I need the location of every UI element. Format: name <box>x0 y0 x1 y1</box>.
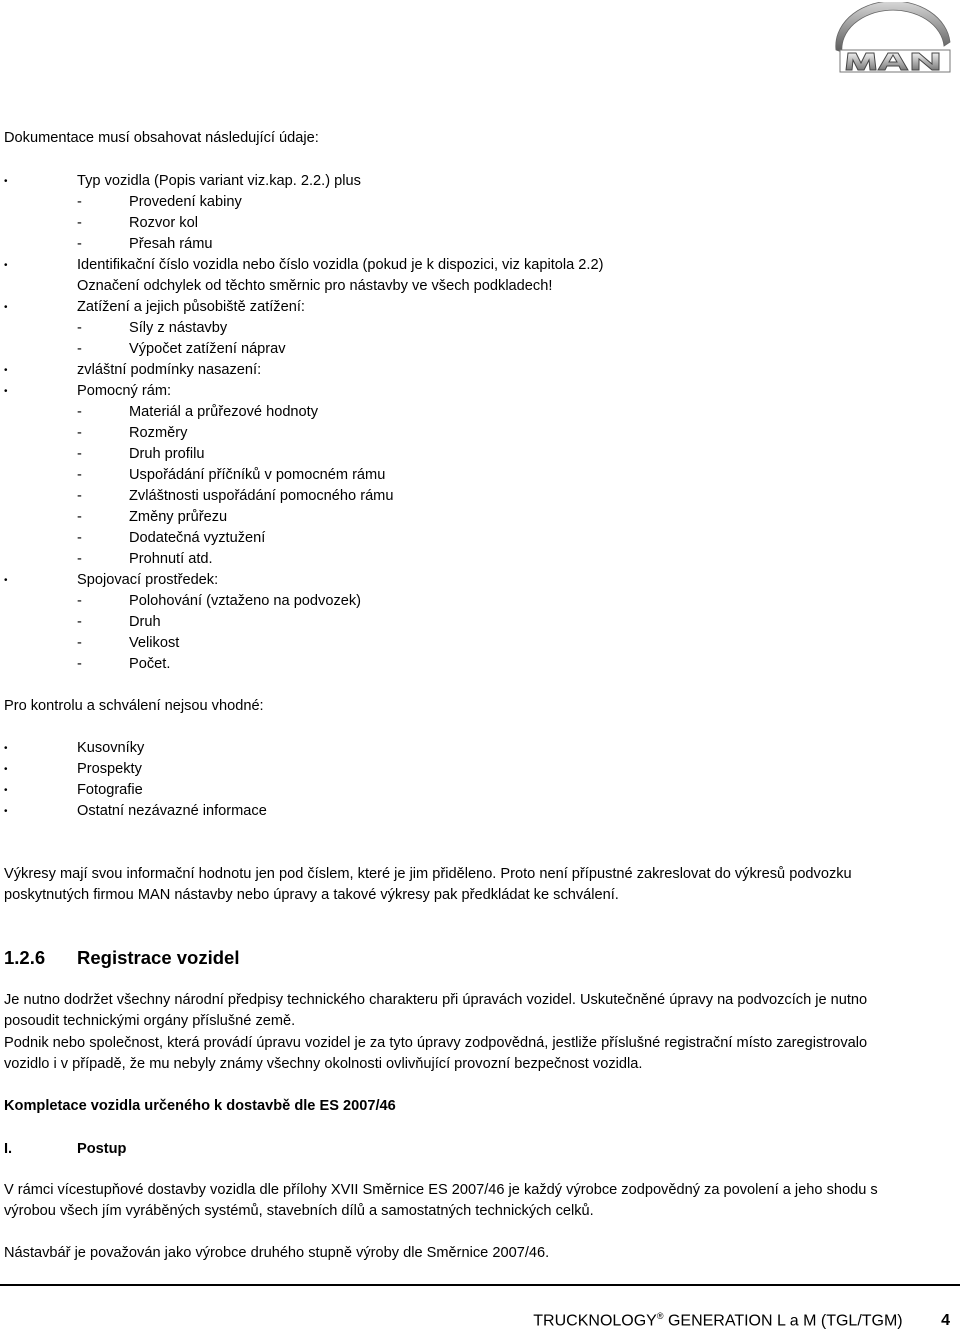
dash-icon: - <box>77 551 82 567</box>
sub-item-text: Druh <box>129 614 161 630</box>
dash-icon: - <box>77 593 82 609</box>
list-item-text: Typ vozidla (Popis variant viz.kap. 2.2.) plus <box>77 173 361 189</box>
sub-item-text: Změny průřezu <box>129 509 228 525</box>
list-item-text: Prospekty <box>77 761 142 777</box>
procedure-paragraph-line-1: V rámci vícestupňové dostavby vozidla dle přílohy XVII Směrnice ES 2007/46 je každý výrobce zodpovědný za povolení a jeho shodu s <box>4 1182 878 1198</box>
footer-divider <box>0 1284 960 1286</box>
sub-item-text: Výpočet zatížení náprav <box>129 341 286 357</box>
man-logo <box>826 2 958 76</box>
intro-text: Dokumentace musí obsahovat následující údaje: <box>4 130 319 146</box>
dash-icon: - <box>77 341 82 357</box>
list-item-text: Spojovací prostředek: <box>77 572 219 588</box>
dash-icon: - <box>77 320 82 336</box>
sub-item-text: Provedení kabiny <box>129 194 242 210</box>
bullet-icon: • <box>4 743 8 754</box>
footer-title: GENERATION L a M (TGL/TGM) <box>667 1312 903 1330</box>
dash-icon: - <box>77 194 82 210</box>
registration-paragraph-1-line-1: Je nutno dodržet všechny národní předpisy technického charakteru při úpravách vozidel. Uskutečněné úpravy na podvozcích je nutno <box>4 992 868 1008</box>
bullet-icon: • <box>4 302 8 313</box>
sub-item-text: Síly z nástavby <box>129 320 228 336</box>
subsection-number: I. <box>4 1141 13 1157</box>
list-item-text: zvláštní podmínky nasazení: <box>77 362 262 378</box>
completion-title: Kompletace vozidla určeného k dostavbě dle ES 2007/46 <box>4 1098 396 1114</box>
registration-paragraph-2-line-2: vozidlo i v případě, že mu nebyly známy všechny okolnosti ovlivňující provozní bezpečnost vozidla. <box>4 1056 643 1072</box>
dash-icon: - <box>77 215 82 231</box>
sub-item-text: Polohování (vztaženo na podvozek) <box>129 593 362 609</box>
procedure-paragraph-line-2: výrobou všech jím vyráběných systémů, stavebních dílů a samostatných technických celků. <box>4 1203 594 1219</box>
sub-item-text: Druh profilu <box>129 446 205 462</box>
bullet-icon: • <box>4 575 8 586</box>
bullet-icon: • <box>4 260 8 271</box>
subsection-title: Postup <box>77 1141 127 1157</box>
logo-text: MAN <box>826 2 829 3</box>
bullet-icon: • <box>4 386 8 397</box>
sub-item-text: Rozvor kol <box>129 215 198 231</box>
dash-icon: - <box>77 614 82 630</box>
sub-item-text: Dodatečná vyztužení <box>129 530 266 546</box>
section-number: 1.2.6 <box>4 947 46 968</box>
sub-item-text: Uspořádání příčníků v pomocném rámu <box>129 467 386 483</box>
list-item-text: Ostatní nezávazné informace <box>77 803 267 819</box>
footer-registered-mark: ® <box>656 1311 664 1321</box>
dash-icon: - <box>77 404 82 420</box>
bullet-icon: • <box>4 764 8 775</box>
drawings-paragraph-line-1: Výkresy mají svou informační hodnotu jen pod číslem, které je jim přiděleno. Proto není přípustné zakreslovat do výkresů podvozku <box>4 866 852 882</box>
drawings-paragraph-line-2: poskytnutých firmou MAN nástavby nebo úpravy a takové výkresy pak předkládat ke schválení. <box>4 887 619 903</box>
bullet-icon: • <box>4 365 8 376</box>
sub-item-text: Materiál a průřezové hodnoty <box>129 404 319 420</box>
sub-item-text: Velikost <box>129 635 180 651</box>
bullet-icon: • <box>4 806 8 817</box>
sub-item-text: Zvláštnosti uspořádání pomocného rámu <box>129 488 394 504</box>
list-item-text: Identifikační číslo vozidla nebo číslo vozidla (pokud je k dispozici, viz kapitola 2.2) <box>77 257 604 273</box>
page-number: 4 <box>941 1312 950 1330</box>
section-title: Registrace vozidel <box>77 947 240 968</box>
list-item-text: Zatížení a jejich působiště zatížení: <box>77 299 305 315</box>
dash-icon: - <box>77 467 82 483</box>
sub-item-text: Prohnutí atd. <box>129 551 213 567</box>
list-item-text: Fotografie <box>77 782 143 798</box>
dash-icon: - <box>77 635 82 651</box>
registration-paragraph-1-line-2: posoudit technickými orgány příslušné země. <box>4 1013 296 1029</box>
dash-icon: - <box>77 488 82 504</box>
bullet-icon: • <box>4 785 8 796</box>
dash-icon: - <box>77 446 82 462</box>
dash-icon: - <box>77 656 82 672</box>
dash-icon: - <box>77 509 82 525</box>
bullet-icon: • <box>4 176 8 187</box>
dash-icon: - <box>77 530 82 546</box>
list-item-text: Kusovníky <box>77 740 145 756</box>
list-item-text: Označení odchylek od těchto směrnic pro nástavby ve všech podkladech! <box>77 278 553 294</box>
sub-item-text: Přesah rámu <box>129 236 213 252</box>
control-intro: Pro kontrolu a schválení nejsou vhodné: <box>4 698 264 714</box>
footer-brand: TRUCKNOLOGY <box>533 1312 657 1330</box>
list-item-text: Pomocný rám: <box>77 383 172 399</box>
sub-item-text: Rozměry <box>129 425 188 441</box>
bodybuilder-paragraph: Nástavbář je považován jako výrobce druhého stupně výroby dle Směrnice 2007/46. <box>4 1245 550 1261</box>
page-footer <box>533 1306 950 1331</box>
sub-item-text: Počet. <box>129 656 171 672</box>
dash-icon: - <box>77 425 82 441</box>
registration-paragraph-2-line-1: Podnik nebo společnost, která provádí úpravu vozidel je za tyto úpravy zodpovědná, jestliže příslušné registrační místo zaregistrovalo <box>4 1035 868 1051</box>
dash-icon: - <box>77 236 82 252</box>
